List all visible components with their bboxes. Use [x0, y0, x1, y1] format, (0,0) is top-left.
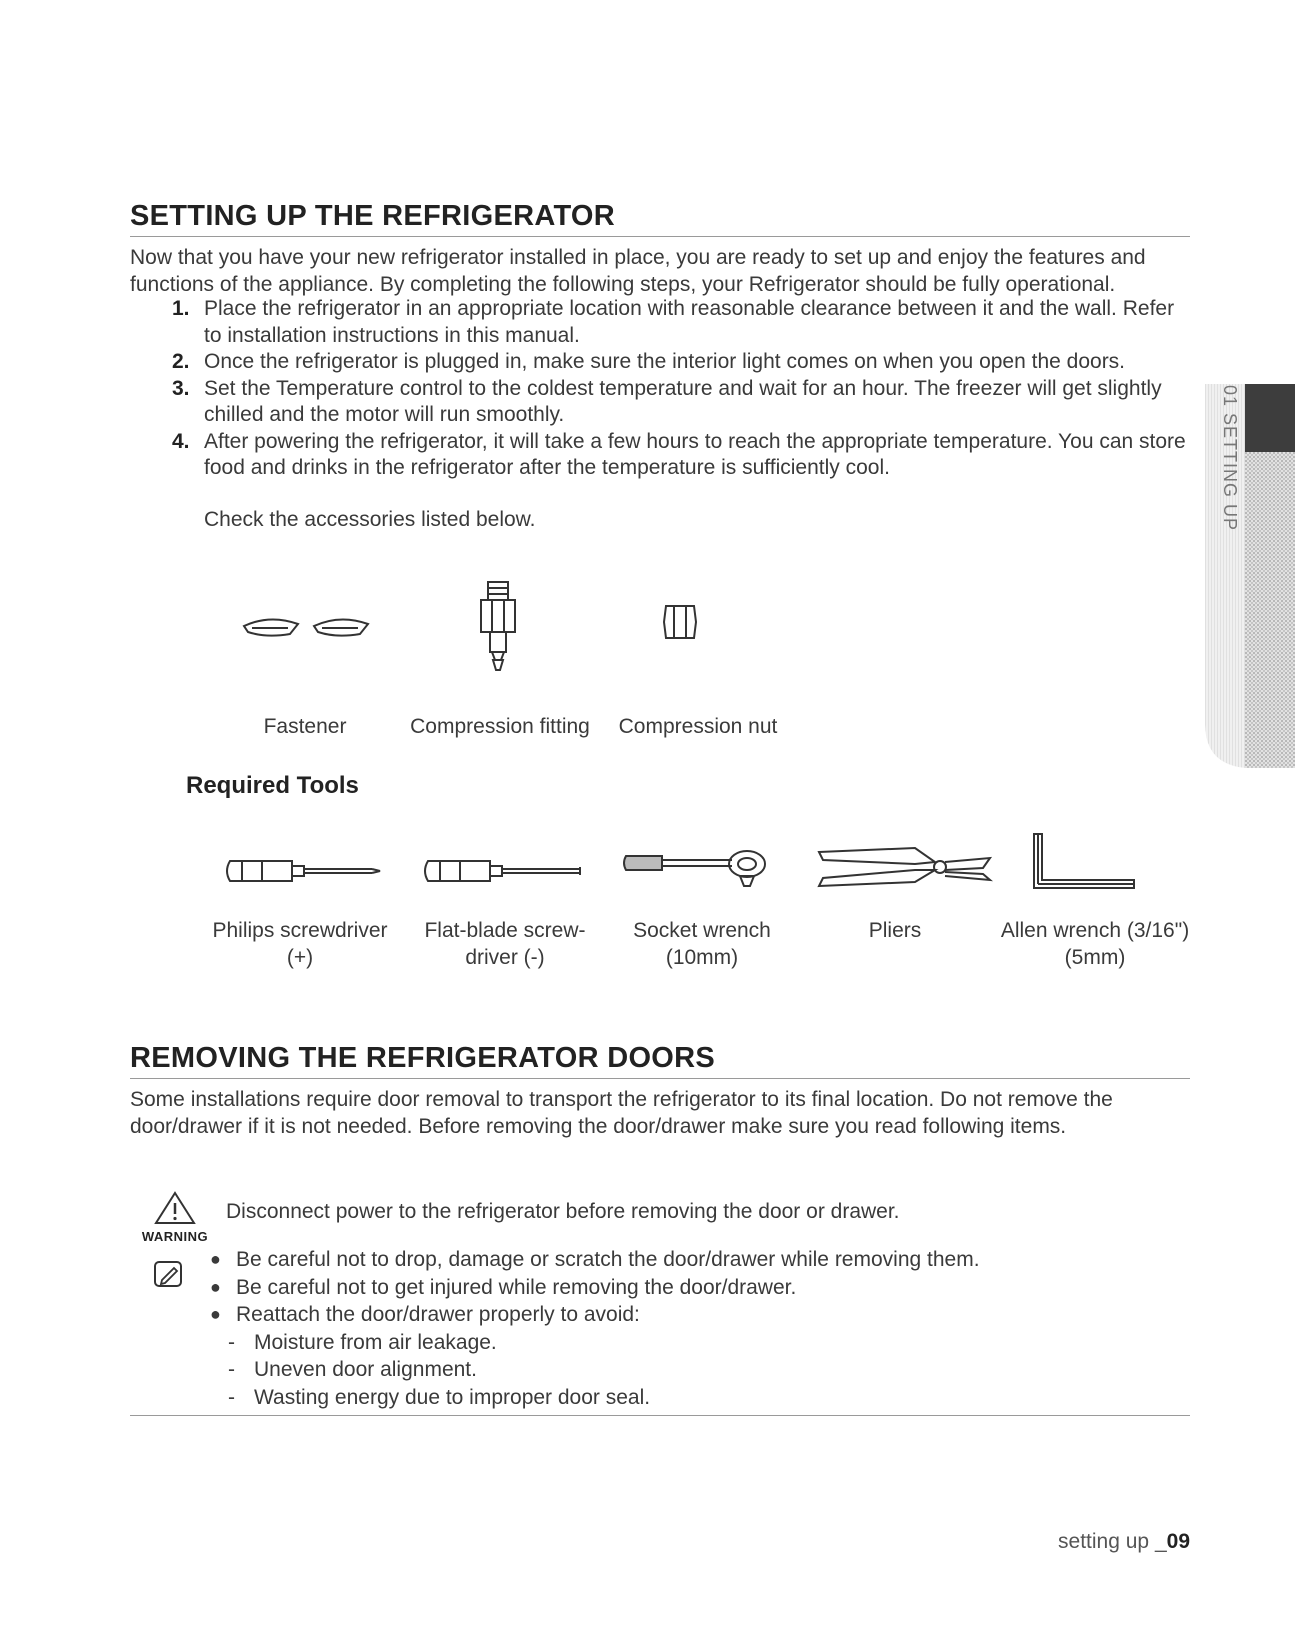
socket-wrench-icon: [622, 848, 772, 893]
compression-nut-icon: [660, 600, 700, 645]
caution-sub-item: - Moisture from air leakage.: [228, 1330, 497, 1354]
caution-sub-item: - Wasting energy due to improper door seal.: [228, 1385, 651, 1409]
philips-screwdriver-caption: [200, 918, 400, 971]
warning-text: Disconnect power to the refrigerator before removing the door or drawer.: [226, 1200, 900, 1223]
setup-step: [160, 429, 1190, 482]
required-tools-heading: Required Tools: [186, 772, 359, 799]
setup-steps-list: [160, 296, 1190, 482]
caution-list: [208, 1246, 1108, 1411]
step-text: After powering the refrigerator, it will take a few hours to reach the appropriate temperature. You can store food and drinks in the refrigerator after the temperature is sufficiently cool.: [204, 429, 1186, 479]
section-title-setting-up: SETTING UP THE REFRIGERATOR: [130, 200, 1190, 237]
step-number: 4.: [172, 429, 190, 453]
compression-fitting-caption: Compression fitting: [410, 715, 590, 738]
step-number: 3.: [172, 376, 190, 400]
page-footer: [1058, 1530, 1190, 1554]
tool-caption-line2: (5mm): [1064, 945, 1126, 969]
tool-caption-line1: Pliers: [868, 919, 922, 942]
tool-caption-line1: Philips screwdriver: [212, 919, 388, 942]
setup-step: [160, 296, 1190, 349]
caution-item: [208, 1246, 1108, 1274]
check-accessories-note: Check the accessories listed below.: [204, 508, 536, 531]
step-text: Place the refrigerator in an appropriate location with reasonable clearance between it and the wall. Refer to installation instructions in this manual.: [204, 297, 1175, 347]
page-number: 09: [1166, 1530, 1190, 1553]
step-number: 1.: [172, 297, 190, 320]
caution-text: Be careful not to get injured while removing the door/drawer.: [236, 1275, 797, 1299]
allen-wrench-icon: [1030, 830, 1140, 895]
pliers-caption: [835, 918, 955, 945]
bullet-icon: ●: [210, 1249, 221, 1269]
bottom-divider: [130, 1415, 1190, 1416]
caution-item: [208, 1274, 1108, 1302]
bullet-icon: ●: [210, 1276, 221, 1297]
caution-item: [208, 1301, 1108, 1329]
socket-wrench-caption: [612, 918, 792, 971]
setup-step: [160, 349, 1190, 376]
note-icon: [152, 1258, 186, 1290]
warning-icon-group: [130, 1190, 220, 1244]
caution-sub-text: Uneven door alignment.: [254, 1358, 477, 1381]
flat-blade-screwdriver-icon: [420, 856, 590, 886]
allen-wrench-caption: [990, 918, 1200, 971]
fastener-caption: Fastener: [263, 715, 347, 738]
caution-sub-item: - Uneven door alignment.: [228, 1358, 477, 1381]
bullet-icon: ●: [210, 1304, 221, 1324]
fastener-icon: [240, 608, 375, 648]
tool-caption-line2: driver (-): [465, 945, 545, 969]
caution-sub-text: Moisture from air leakage.: [254, 1330, 497, 1354]
setting-up-intro: Now that you have your new refrigerator installed in place, you are ready to set up and enjoy the features and functions of the appliance. By completing the following steps, your Refrigerator should be fully operational.: [130, 246, 1146, 296]
flat-blade-screwdriver-caption: [405, 918, 605, 971]
compression-nut-caption: Compression nut: [618, 715, 778, 738]
section-title-removing-doors: REMOVING THE REFRIGERATOR DOORS: [130, 1042, 1190, 1079]
tool-caption-line1: Socket wrench: [633, 919, 771, 942]
caution-sub-text: Wasting energy due to improper door seal.: [254, 1385, 651, 1409]
warning-label: WARNING: [141, 1229, 209, 1244]
footer-section-label: setting up _: [1058, 1530, 1167, 1553]
chapter-label: 01 SETTING UP: [1220, 385, 1240, 532]
tool-caption-line1: Flat-blade screw-: [424, 919, 586, 942]
step-number: 2.: [172, 350, 190, 373]
caution-text: Reattach the door/drawer properly to avoid:: [236, 1303, 640, 1326]
tool-caption-line2: (10mm): [665, 945, 739, 969]
setup-step: [160, 376, 1190, 429]
tool-caption-line2: (+): [286, 945, 314, 969]
philips-screwdriver-icon: [222, 856, 382, 886]
warning-triangle-icon: [153, 1190, 197, 1226]
caution-text: Be careful not to drop, damage or scratch the door/drawer while removing them.: [236, 1248, 980, 1271]
pliers-icon: [815, 840, 995, 900]
compression-fitting-icon: [473, 580, 523, 680]
step-text: Once the refrigerator is plugged in, make sure the interior light comes on when you open the doors.: [204, 350, 1126, 373]
step-text: Set the Temperature control to the coldest temperature and wait for an hour. The freezer will get slightly chilled and the motor will run smoothly.: [204, 376, 1162, 426]
removing-doors-intro: Some installations require door removal to transport the refrigerator to its final location. Do not remove the door/drawer if it is not needed. Before removing the door/drawer make sure you read following items.: [130, 1088, 1113, 1138]
tool-caption-line1: Allen wrench (3/16"): [1000, 919, 1190, 942]
